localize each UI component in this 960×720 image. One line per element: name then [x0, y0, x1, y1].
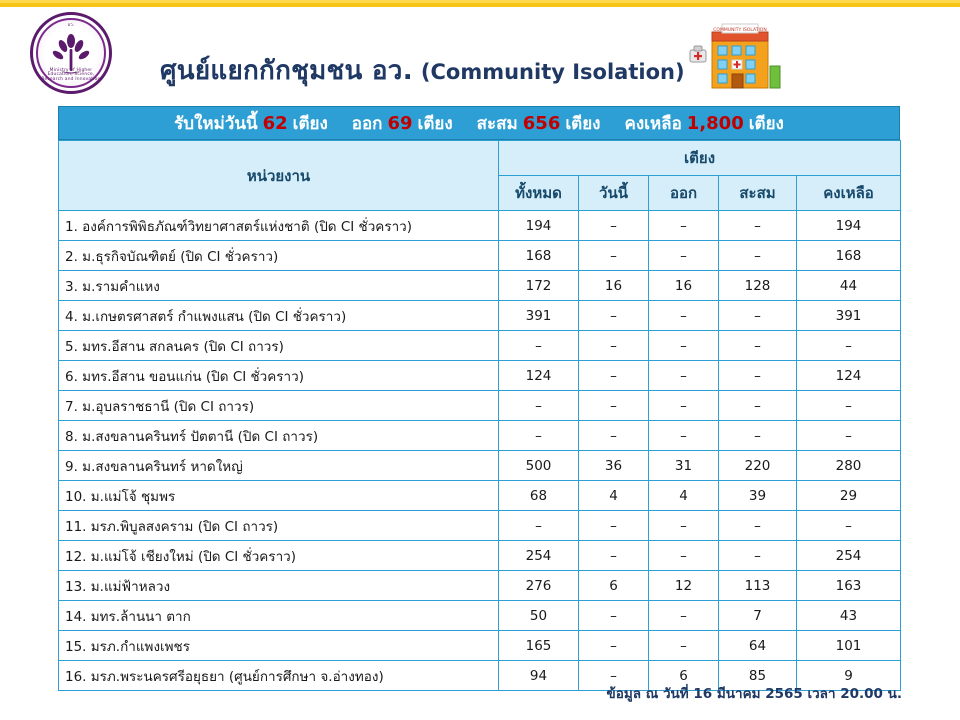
row-unit-name: 6. มทร.อีสาน ขอนแก่น (ปิด CI ชั่วคราว)	[59, 361, 499, 391]
row-unit-name: 12. ม.แม่โจ้ เชียงใหม่ (ปิด CI ชั่วคราว)	[59, 541, 499, 571]
column-header-total: ทั้งหมด	[499, 176, 579, 211]
bed-status-table	[58, 140, 901, 691]
row-today: –	[579, 541, 649, 571]
summary-new-unit: เตียง	[292, 113, 328, 134]
row-today: –	[579, 511, 649, 541]
summary-out-unit: เตียง	[417, 113, 453, 134]
row-unit-name: 8. ม.สงขลานครินทร์ ปัตตานี (ปิด CI ถาวร)	[59, 421, 499, 451]
column-header-out: ออก	[649, 176, 719, 211]
row-remain: –	[797, 511, 901, 541]
table-row	[59, 541, 901, 571]
row-out: –	[649, 631, 719, 661]
row-accum: –	[719, 391, 797, 421]
row-out: 12	[649, 571, 719, 601]
summary-remain-label: คงเหลือ	[624, 113, 682, 134]
table-row	[59, 271, 901, 301]
row-total: 254	[499, 541, 579, 571]
row-accum: –	[719, 241, 797, 271]
row-out: 16	[649, 271, 719, 301]
row-total: 172	[499, 271, 579, 301]
row-unit-name: 7. ม.อุบลราชธานี (ปิด CI ถาวร)	[59, 391, 499, 421]
row-today: –	[579, 661, 649, 691]
row-today: 4	[579, 481, 649, 511]
top-accent-bar	[0, 0, 960, 7]
row-unit-name: 11. มรภ.พิบูลสงคราม (ปิด CI ถาวร)	[59, 511, 499, 541]
row-today: –	[579, 631, 649, 661]
row-accum: –	[719, 361, 797, 391]
row-today: –	[579, 241, 649, 271]
row-remain: 101	[797, 631, 901, 661]
row-out: 31	[649, 451, 719, 481]
row-total: –	[499, 421, 579, 451]
logo-top-text: อว.	[67, 23, 75, 28]
row-total: –	[499, 331, 579, 361]
summary-remain	[612, 110, 795, 137]
table-row	[59, 301, 901, 331]
column-header-unit: หน่วยงาน	[59, 141, 499, 211]
row-unit-name: 3. ม.รามคำแหง	[59, 271, 499, 301]
row-remain: –	[797, 391, 901, 421]
row-accum: 39	[719, 481, 797, 511]
row-remain: 254	[797, 541, 901, 571]
row-accum: 128	[719, 271, 797, 301]
row-total: 194	[499, 211, 579, 241]
table-row	[59, 631, 901, 661]
row-unit-name: 14. มทร.ล้านนา ตาก	[59, 601, 499, 631]
summary-accum	[465, 110, 613, 137]
row-out: –	[649, 601, 719, 631]
table-row	[59, 391, 901, 421]
summary-out-label: ออก	[351, 113, 383, 134]
row-unit-name: 4. ม.เกษตรศาสตร์ กำแพงแสน (ปิด CI ชั่วคราว)	[59, 301, 499, 331]
row-today: –	[579, 301, 649, 331]
row-today: 16	[579, 271, 649, 301]
row-total: 50	[499, 601, 579, 631]
table-body	[59, 211, 901, 691]
row-accum: –	[719, 511, 797, 541]
row-today: –	[579, 331, 649, 361]
row-out: –	[649, 241, 719, 271]
page-title	[160, 50, 685, 91]
column-header-accum: สะสม	[719, 176, 797, 211]
row-out: –	[649, 391, 719, 421]
logo-ring	[36, 18, 106, 88]
row-out: –	[649, 331, 719, 361]
row-total: 68	[499, 481, 579, 511]
page-title-thai: ศูนย์แยกกักชุมชน อว.	[160, 56, 413, 86]
table-row	[59, 601, 901, 631]
table-row	[59, 241, 901, 271]
row-remain: 29	[797, 481, 901, 511]
table-header	[59, 141, 901, 211]
row-out: –	[649, 301, 719, 331]
row-remain: 124	[797, 361, 901, 391]
row-remain: 168	[797, 241, 901, 271]
row-total: 276	[499, 571, 579, 601]
row-unit-name: 15. มรภ.กำแพงเพชร	[59, 631, 499, 661]
row-total: 124	[499, 361, 579, 391]
row-total: 391	[499, 301, 579, 331]
row-accum: 220	[719, 451, 797, 481]
table-row	[59, 331, 901, 361]
row-remain: 163	[797, 571, 901, 601]
row-remain: 44	[797, 271, 901, 301]
table-row	[59, 511, 901, 541]
row-remain: –	[797, 331, 901, 361]
summary-new	[162, 110, 340, 137]
row-unit-name: 9. ม.สงขลานครินทร์ หาดใหญ่	[59, 451, 499, 481]
row-today: –	[579, 361, 649, 391]
column-header-remain: คงเหลือ	[797, 176, 901, 211]
row-remain: 9	[797, 661, 901, 691]
row-accum: 7	[719, 601, 797, 631]
row-total: –	[499, 391, 579, 421]
row-accum: 85	[719, 661, 797, 691]
row-unit-name: 13. ม.แม่ฟ้าหลวง	[59, 571, 499, 601]
column-header-beds: เตียง	[499, 141, 901, 176]
bottom-strip	[0, 716, 960, 720]
row-unit-name: 1. องค์การพิพิธภัณฑ์วิทยาศาสตร์แห่งชาติ (ปิด CI ชั่วคราว)	[59, 211, 499, 241]
table-row	[59, 451, 901, 481]
ministry-logo	[30, 12, 112, 94]
summary-remain-value: 1,800	[686, 112, 744, 134]
summary-out-value: 69	[387, 112, 413, 134]
table-row	[59, 571, 901, 601]
svg-text:COMMUNITY ISOLATION: COMMUNITY ISOLATION	[713, 28, 767, 33]
table-row	[59, 421, 901, 451]
row-today: –	[579, 421, 649, 451]
summary-accum-label: สะสม	[476, 113, 518, 134]
logo-bottom-text: Ministry of Higher Education, Science, Research and Innovation	[41, 67, 101, 82]
row-out: 6	[649, 661, 719, 691]
summary-bar	[58, 106, 900, 140]
row-remain: 43	[797, 601, 901, 631]
row-total: 94	[499, 661, 579, 691]
row-remain: 194	[797, 211, 901, 241]
row-remain: –	[797, 421, 901, 451]
row-total: –	[499, 511, 579, 541]
row-remain: 391	[797, 301, 901, 331]
row-accum: –	[719, 421, 797, 451]
table-row	[59, 361, 901, 391]
row-accum: –	[719, 331, 797, 361]
row-accum: –	[719, 301, 797, 331]
row-unit-name: 5. มทร.อีสาน สกลนคร (ปิด CI ถาวร)	[59, 331, 499, 361]
summary-remain-unit: เตียง	[748, 113, 784, 134]
row-accum: –	[719, 211, 797, 241]
data-timestamp: ข้อมูล ณ วันที่ 16 มีนาคม 2565 เวลา 20.00 น.	[606, 686, 902, 702]
row-unit-name: 2. ม.ธุรกิจบัณฑิตย์ (ปิด CI ชั่วคราว)	[59, 241, 499, 271]
summary-accum-unit: เตียง	[565, 113, 601, 134]
community-isolation-building-icon	[688, 22, 784, 94]
row-total: 500	[499, 451, 579, 481]
table-row	[59, 211, 901, 241]
table-row	[59, 481, 901, 511]
row-out: 4	[649, 481, 719, 511]
row-today: –	[579, 391, 649, 421]
row-remain: 280	[797, 451, 901, 481]
row-accum: –	[719, 541, 797, 571]
summary-new-value: 62	[262, 112, 288, 134]
row-out: –	[649, 511, 719, 541]
page-title-english: (Community Isolation)	[420, 60, 685, 84]
summary-new-label: รับใหม่วันนี้	[174, 113, 258, 134]
row-total: 168	[499, 241, 579, 271]
row-today: –	[579, 601, 649, 631]
row-unit-name: 16. มรภ.พระนครศรีอยุธยา (ศูนย์การศึกษา จ.อ่างทอง)	[59, 661, 499, 691]
row-accum: 113	[719, 571, 797, 601]
row-today: 6	[579, 571, 649, 601]
column-header-today: วันนี้	[579, 176, 649, 211]
row-out: –	[649, 541, 719, 571]
top-accent-bar-highlight	[0, 0, 960, 3]
row-today: 36	[579, 451, 649, 481]
row-accum: 64	[719, 631, 797, 661]
row-unit-name: 10. ม.แม่โจ้ ชุมพร	[59, 481, 499, 511]
summary-out	[340, 110, 465, 137]
table-header-row-1	[59, 141, 901, 176]
row-total: 165	[499, 631, 579, 661]
row-today: –	[579, 211, 649, 241]
row-out: –	[649, 421, 719, 451]
row-out: –	[649, 211, 719, 241]
summary-accum-value: 656	[522, 112, 561, 134]
row-out: –	[649, 361, 719, 391]
